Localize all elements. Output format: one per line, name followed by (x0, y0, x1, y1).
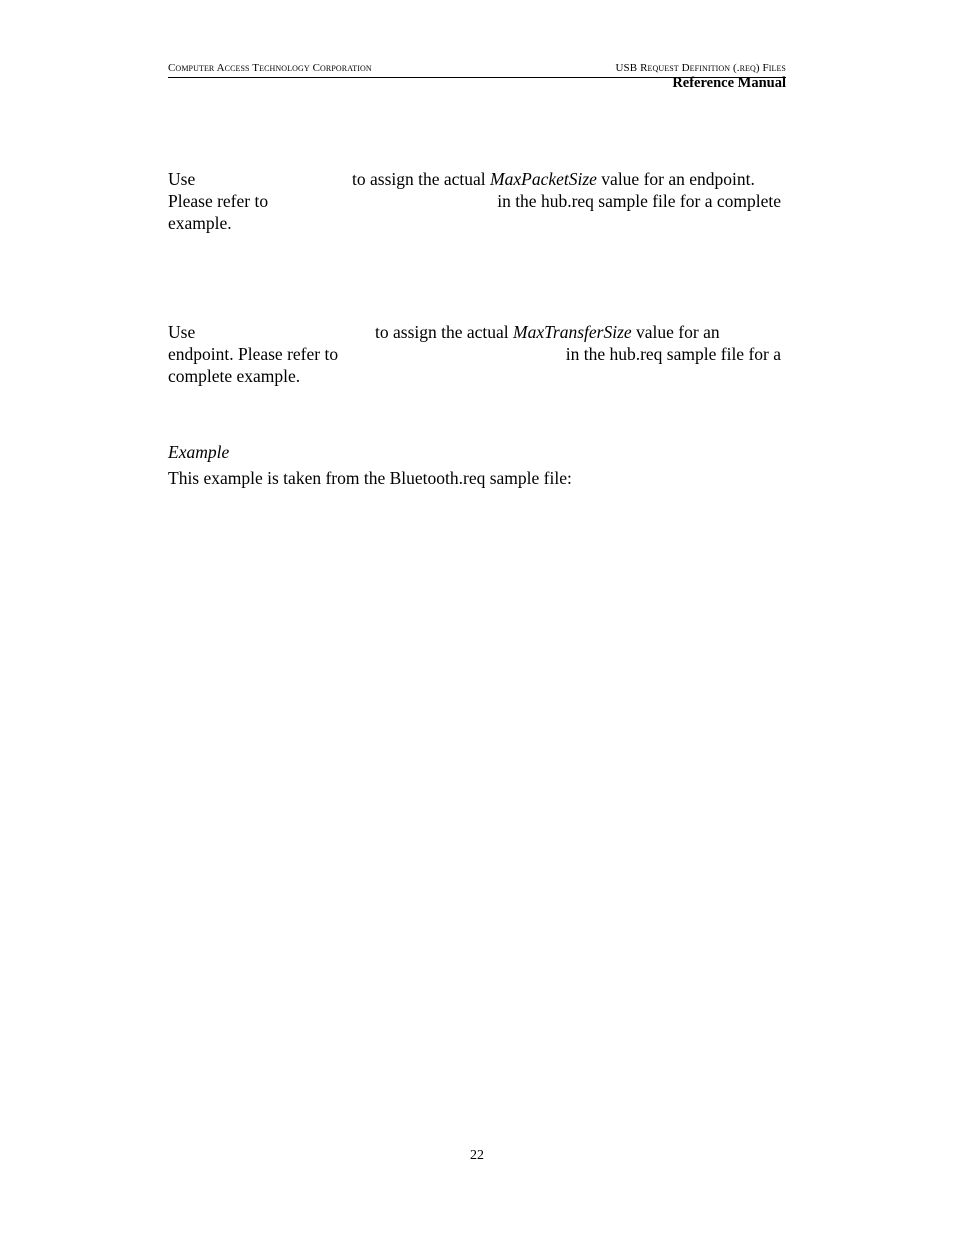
para1-assign: to assign the actual (352, 169, 486, 189)
header-section-title: USB Request Definition (.req) Files (615, 62, 786, 74)
para2-line2-tail: in the hub.req sample file for a (565, 344, 781, 364)
para2-assign-text (375, 321, 720, 343)
header-manual-title: Reference Manual (672, 75, 786, 91)
para1-use: Use (168, 169, 196, 189)
page-number: 22 (470, 1148, 484, 1163)
para2-use: Use (168, 322, 196, 342)
para2-term-maxtransfersize: MaxTransferSize (513, 322, 632, 342)
para2-line3: complete example. (168, 366, 301, 386)
example-heading: Example (168, 442, 230, 462)
para1-line2-tail: in the hub.req sample file for a complete (497, 191, 781, 211)
para1-refer: Please refer to (168, 191, 269, 211)
para1-line3: example. (168, 213, 232, 233)
para2-line1-tail: value for an (636, 322, 720, 342)
para1-term-maxpacketsize: MaxPacketSize (490, 169, 597, 189)
example-intro: This example is taken from the Bluetooth.req sample file: (168, 468, 572, 488)
para2-assign: to assign the actual (375, 322, 509, 342)
para2-refer: endpoint. Please refer to (168, 344, 339, 364)
para1-assign-text (352, 168, 755, 190)
header-company: Computer Access Technology Corporation (168, 62, 372, 74)
para1-line1-tail: value for an endpoint. (601, 169, 755, 189)
